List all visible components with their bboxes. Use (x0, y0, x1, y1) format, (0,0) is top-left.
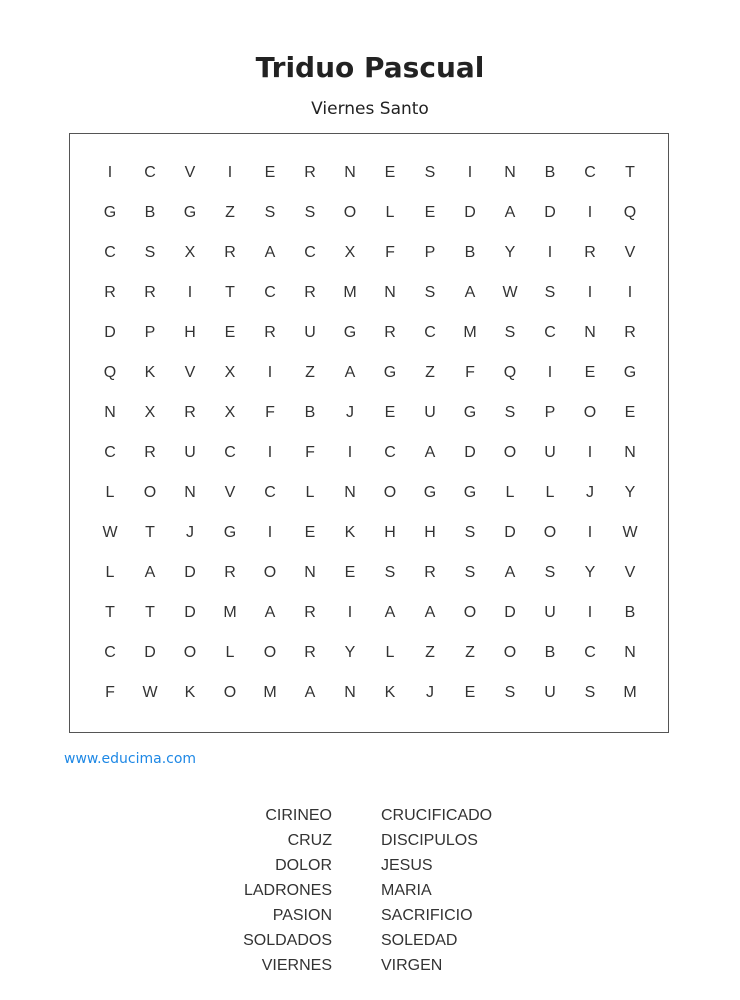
grid-letter: I (467, 164, 473, 181)
grid-letter: R (104, 284, 116, 301)
grid-letter: O (263, 644, 277, 661)
grid-letter: L (105, 564, 115, 581)
grid-letter: I (587, 444, 593, 461)
grid-letter: D (184, 604, 196, 621)
grid-letter: N (344, 164, 356, 181)
grid-letter: G (183, 204, 197, 221)
word-list-item: DISCIPULOS (381, 832, 478, 849)
word-list-item: VIERNES (261, 957, 332, 974)
grid-letter: Z (425, 644, 435, 661)
website-link[interactable]: www.educima.com (64, 751, 197, 767)
grid-letter: U (304, 324, 316, 341)
grid-letter: R (304, 644, 316, 661)
grid-letter: V (624, 244, 636, 261)
grid-letter: S (264, 204, 276, 221)
grid-letter: M (463, 324, 477, 341)
grid-letter: R (304, 604, 316, 621)
grid-letter: S (544, 564, 556, 581)
grid-letter: R (144, 444, 156, 461)
grid-letter: V (184, 364, 196, 381)
grid-letter: D (464, 204, 476, 221)
word-search-grid (90, 153, 650, 713)
grid-letter: E (304, 524, 316, 541)
grid-letter: O (143, 484, 157, 501)
grid-letter: D (464, 444, 476, 461)
grid-letter: X (224, 364, 236, 381)
grid-letter: S (144, 244, 156, 261)
grid-letter: I (107, 164, 113, 181)
grid-letter: S (464, 524, 476, 541)
grid-letter: V (624, 564, 636, 581)
grid-letter: G (463, 404, 477, 421)
grid-letter: O (263, 564, 277, 581)
grid-letter: N (104, 404, 116, 421)
grid-letter: R (304, 284, 316, 301)
grid-letter: C (584, 644, 596, 661)
grid-letter: N (624, 644, 636, 661)
grid-letter: M (263, 684, 277, 701)
word-list-item: MARIA (381, 882, 432, 899)
grid-letter: H (384, 524, 396, 541)
grid-letter: R (304, 164, 316, 181)
grid-letter: C (304, 244, 316, 261)
grid-letter: N (344, 484, 356, 501)
grid-letter: I (187, 284, 193, 301)
grid-letter: S (424, 284, 436, 301)
grid-letter: G (223, 524, 237, 541)
word-list-item: JESUS (381, 857, 433, 874)
grid-letter: X (344, 244, 356, 261)
grid-letter: G (383, 364, 397, 381)
grid-letter: S (424, 164, 436, 181)
grid-letter: R (584, 244, 596, 261)
grid-letter: F (265, 404, 275, 421)
word-list-item: CIRINEO (265, 807, 332, 824)
grid-letter: P (144, 324, 156, 341)
grid-letter: S (384, 564, 396, 581)
grid-letter: I (587, 284, 593, 301)
grid-letter: F (385, 244, 395, 261)
grid-letter: L (305, 484, 315, 501)
grid-letter: D (104, 324, 116, 341)
grid-letter: T (145, 524, 155, 541)
grid-letter: L (105, 484, 115, 501)
grid-letter: L (385, 204, 395, 221)
grid-letter: A (424, 444, 436, 461)
grid-letter: A (304, 684, 316, 701)
grid-letter: I (587, 604, 593, 621)
word-list-item: LADRONES (243, 882, 332, 899)
grid-letter: W (502, 284, 518, 301)
grid-letter: O (183, 644, 197, 661)
grid-letter: A (264, 244, 276, 261)
grid-letter: Q (623, 204, 637, 221)
grid-letter: B (304, 404, 316, 421)
grid-letter: I (347, 444, 353, 461)
grid-letter: C (104, 644, 116, 661)
grid-letter: M (223, 604, 237, 621)
grid-letter: F (305, 444, 315, 461)
grid-letter: E (384, 164, 396, 181)
grid-letter: N (304, 564, 316, 581)
grid-letter: G (623, 364, 637, 381)
grid-letter: A (504, 204, 516, 221)
word-search-grid-frame (69, 133, 669, 733)
grid-letter: F (465, 364, 475, 381)
grid-letter: A (424, 604, 436, 621)
grid-letter: O (463, 604, 477, 621)
grid-letter: U (184, 444, 196, 461)
word-list-right (381, 803, 581, 978)
grid-letter: M (623, 684, 637, 701)
grid-letter: I (627, 284, 633, 301)
grid-letter: V (184, 164, 196, 181)
grid-letter: O (223, 684, 237, 701)
grid-letter: I (267, 444, 273, 461)
grid-letter: H (424, 524, 436, 541)
grid-letter: P (544, 404, 556, 421)
grid-letter: J (346, 404, 354, 421)
grid-letter: C (104, 444, 116, 461)
grid-letter: I (267, 524, 273, 541)
grid-letter: G (423, 484, 437, 501)
grid-letter: M (343, 284, 357, 301)
grid-letter: Q (103, 364, 117, 381)
grid-letter: N (384, 284, 396, 301)
grid-letter: Y (584, 564, 596, 581)
grid-letter: D (184, 564, 196, 581)
grid-letter: E (344, 564, 356, 581)
grid-letter: A (344, 364, 356, 381)
grid-letter: C (584, 164, 596, 181)
grid-letter: L (385, 644, 395, 661)
grid-letter: V (224, 484, 236, 501)
grid-letter: S (504, 404, 516, 421)
word-list-item: PASION (272, 907, 332, 924)
grid-letter: S (544, 284, 556, 301)
grid-letter: J (586, 484, 594, 501)
grid-letter: C (144, 164, 156, 181)
grid-letter: I (547, 244, 553, 261)
grid-letter: J (186, 524, 194, 541)
grid-letter: K (144, 364, 156, 381)
grid-letter: U (544, 684, 556, 701)
grid-letter: F (105, 684, 115, 701)
grid-letter: K (384, 684, 396, 701)
grid-letter: R (184, 404, 196, 421)
grid-letter: P (424, 244, 436, 261)
word-list-item: CRUCIFICADO (381, 807, 493, 824)
grid-letter: E (224, 324, 236, 341)
grid-letter: Y (504, 244, 516, 261)
grid-letter: Z (305, 364, 315, 381)
grid-letter: C (384, 444, 396, 461)
grid-letter: O (543, 524, 557, 541)
grid-letter: W (102, 524, 118, 541)
grid-letter: N (344, 684, 356, 701)
grid-letter: A (504, 564, 516, 581)
grid-letter: I (547, 364, 553, 381)
grid-letter: K (344, 524, 356, 541)
grid-letter: I (347, 604, 353, 621)
grid-letter: Q (503, 364, 517, 381)
grid-letter: Y (624, 484, 636, 501)
grid-letter: N (624, 444, 636, 461)
grid-letter: W (142, 684, 158, 701)
grid-letter: E (624, 404, 636, 421)
grid-letter: U (544, 444, 556, 461)
grid-letter: J (426, 684, 434, 701)
grid-letter: S (504, 684, 516, 701)
page-subtitle: Viernes Santo (311, 99, 429, 119)
grid-letter: D (544, 204, 556, 221)
grid-letter: N (584, 324, 596, 341)
grid-letter: X (224, 404, 236, 421)
grid-letter: B (464, 244, 476, 261)
grid-letter: L (505, 484, 515, 501)
grid-letter: O (343, 204, 357, 221)
grid-letter: X (184, 244, 196, 261)
grid-letter: D (144, 644, 156, 661)
grid-letter: C (544, 324, 556, 341)
grid-letter: Z (425, 364, 435, 381)
grid-letter: G (343, 324, 357, 341)
grid-letter: R (384, 324, 396, 341)
grid-letter: H (184, 324, 196, 341)
grid-letter: A (144, 564, 156, 581)
grid-letter: A (464, 284, 476, 301)
grid-letter: C (424, 324, 436, 341)
grid-letter: Y (344, 644, 356, 661)
grid-letter: T (105, 604, 115, 621)
grid-letter: E (424, 204, 436, 221)
word-list-item: VIRGEN (381, 957, 443, 974)
grid-letter: O (503, 444, 517, 461)
grid-letter: U (544, 604, 556, 621)
grid-letter: C (224, 444, 236, 461)
grid-letter: S (464, 564, 476, 581)
grid-letter: B (544, 164, 556, 181)
grid-letter: I (587, 524, 593, 541)
grid-letter: C (104, 244, 116, 261)
grid-letter: S (504, 324, 516, 341)
grid-letter: R (144, 284, 156, 301)
grid-letter: A (264, 604, 276, 621)
grid-letter: E (584, 364, 596, 381)
grid-letter: L (545, 484, 555, 501)
grid-letter: R (224, 244, 236, 261)
grid-letter: U (424, 404, 436, 421)
grid-letter: B (624, 604, 636, 621)
grid-letter: N (184, 484, 196, 501)
grid-letter: C (264, 484, 276, 501)
grid-letter: D (504, 604, 516, 621)
grid-letter: X (144, 404, 156, 421)
word-list-item: SOLDADOS (243, 932, 332, 949)
grid-letter: W (622, 524, 638, 541)
grid-letter: O (583, 404, 597, 421)
word-list-left (200, 803, 332, 978)
grid-letter: E (384, 404, 396, 421)
word-list-item: SOLEDAD (381, 932, 458, 949)
grid-letter: R (224, 564, 236, 581)
grid-letter: Z (225, 204, 235, 221)
grid-letter: D (504, 524, 516, 541)
grid-letter: L (225, 644, 235, 661)
grid-letter: S (584, 684, 596, 701)
grid-letter: E (264, 164, 276, 181)
grid-letter: A (384, 604, 396, 621)
grid-letter: C (264, 284, 276, 301)
grid-letter: B (144, 204, 156, 221)
grid-letter: I (227, 164, 233, 181)
word-list-item: SACRIFICIO (381, 907, 473, 924)
grid-letter: R (624, 324, 636, 341)
grid-letter: T (225, 284, 235, 301)
grid-letter: R (424, 564, 436, 581)
grid-letter: I (267, 364, 273, 381)
grid-letter: T (145, 604, 155, 621)
grid-letter: B (544, 644, 556, 661)
grid-letter: O (383, 484, 397, 501)
grid-letter: N (504, 164, 516, 181)
grid-letter: T (625, 164, 635, 181)
grid-letter: R (264, 324, 276, 341)
grid-letter: S (304, 204, 316, 221)
grid-letter: K (184, 684, 196, 701)
word-list-item: CRUZ (287, 832, 332, 849)
grid-letter: G (103, 204, 117, 221)
grid-letter: Z (465, 644, 475, 661)
word-list-item: DOLOR (275, 857, 332, 874)
page-title: Triduo Pascual (255, 51, 485, 84)
grid-letter: G (463, 484, 477, 501)
grid-letter: E (464, 684, 476, 701)
grid-letter: I (587, 204, 593, 221)
grid-letter: O (503, 644, 517, 661)
